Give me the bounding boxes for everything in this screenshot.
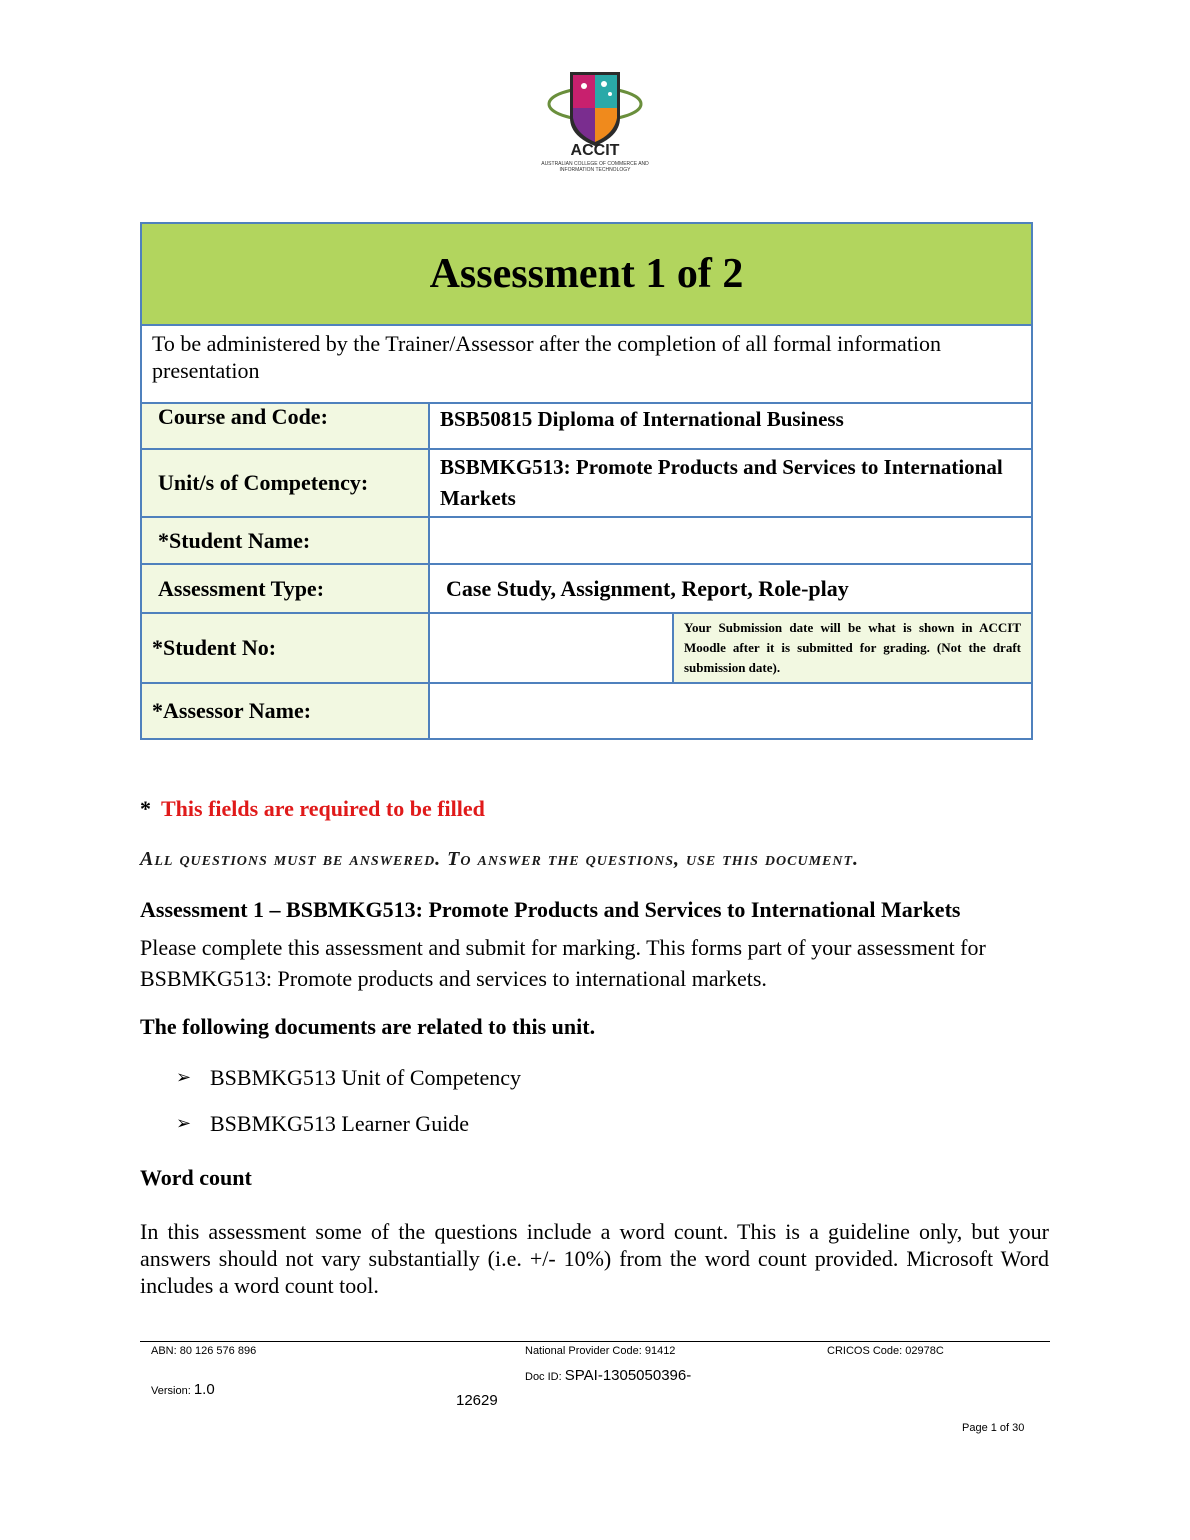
- course-label: Course and Code:: [141, 403, 429, 449]
- required-star: *: [140, 796, 151, 821]
- footer-version: [151, 1381, 215, 1398]
- footer-provider-code: National Provider Code: 91412: [525, 1345, 676, 1357]
- assessment-type-label: Assessment Type:: [141, 564, 429, 613]
- version-value: 1.0: [193, 1381, 215, 1398]
- assessment-title: Assessment 1 of 2: [141, 223, 1032, 325]
- assessment-type-value: Case Study, Assignment, Report, Role-play: [429, 564, 1032, 613]
- word-count-paragraph: In this assessment some of the questions include a word count. This is a guideline only, but your answers should not vary substantially (i.e. +/- 10%) from the word count provided. Microsoft Word includes a word count tool.: [140, 1219, 1049, 1298]
- course-value: BSB50815 Diploma of International Business: [429, 403, 1032, 449]
- logo-name: ACCIT: [570, 142, 620, 159]
- document-label: BSBMKG513 Unit of Competency: [210, 1065, 522, 1090]
- footer-divider: [140, 1341, 1050, 1342]
- student-name-field[interactable]: [429, 517, 1032, 564]
- version-label: Version:: [151, 1385, 191, 1397]
- assessment-info-table: [140, 222, 1033, 740]
- arrow-bullet-icon: ➢: [176, 1113, 192, 1134]
- student-name-label: *Student Name:: [141, 517, 429, 564]
- doc-id-value: SPAI-1305050396-: [564, 1367, 692, 1384]
- student-no-label: *Student No:: [141, 613, 429, 683]
- documents-heading: The following documents are related to this unit.: [140, 1014, 596, 1039]
- footer-cricos: CRICOS Code: 02978C: [827, 1345, 944, 1357]
- unit-value: BSBMKG513: Promote Products and Services to International Markets: [429, 449, 1032, 517]
- unit-label: Unit/s of Competency:: [141, 449, 429, 517]
- footer-doc-id: [525, 1367, 691, 1384]
- word-count-heading: Word count: [140, 1165, 252, 1190]
- assessor-name-field[interactable]: [429, 683, 1032, 739]
- list-item: [176, 1063, 521, 1109]
- logo-subtitle: AUSTRALIAN COLLEGE OF COMMERCE AND INFORMATION TECHNOLOGY: [541, 161, 649, 173]
- required-fields-note: [140, 796, 485, 822]
- all-questions-instruction: All questions must be answered. To answer the questions, use this document.: [140, 848, 860, 870]
- doc-id-label: Doc ID:: [525, 1371, 562, 1383]
- document-label: BSBMKG513 Learner Guide: [210, 1111, 470, 1136]
- administered-note: To be administered by the Trainer/Assessor after the completion of all formal information presentation: [141, 325, 1032, 403]
- footer-doc-id-continued: 12629: [456, 1392, 498, 1409]
- required-message: This fields are required to be filled: [161, 796, 485, 821]
- footer-abn: ABN: 80 126 576 896: [151, 1345, 257, 1357]
- assessment-heading: Assessment 1 – BSBMKG513: Promote Products and Services to International Markets: [140, 897, 961, 922]
- list-item: [176, 1109, 521, 1155]
- arrow-bullet-icon: ➢: [176, 1067, 192, 1088]
- footer-page-number: Page 1 of 30: [962, 1422, 1025, 1434]
- intro-paragraph: Please complete this assessment and submit for marking. This forms part of your assessment for BSBMKG513: Promote products and services to international markets.: [140, 935, 986, 991]
- assessor-name-label: *Assessor Name:: [141, 683, 429, 739]
- student-no-field[interactable]: [429, 613, 673, 683]
- submission-date-note: Your Submission date will be what is shown in ACCIT Moodle after it is submitted for grading. (Not the draft submission date).: [673, 613, 1032, 683]
- documents-list: [176, 1063, 521, 1155]
